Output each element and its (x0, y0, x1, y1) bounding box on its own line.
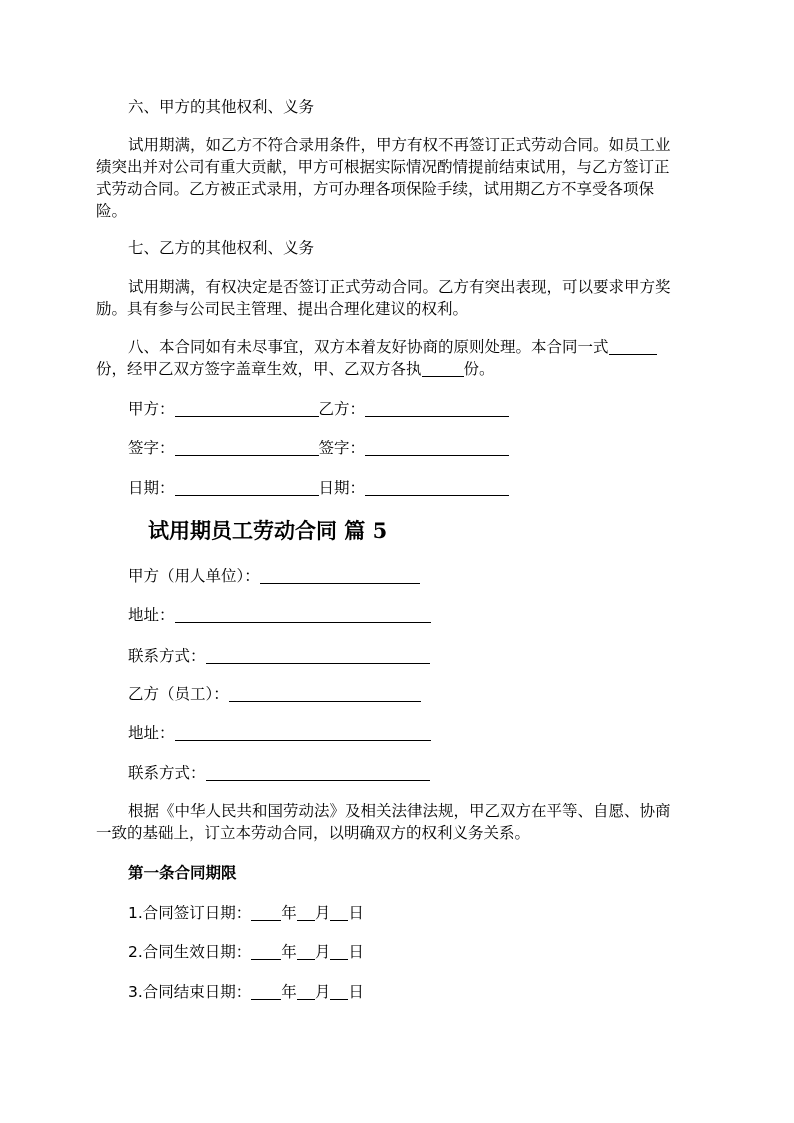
sign-a-label: 签字： (128, 439, 175, 457)
party-b-address-label: 地址： (128, 724, 175, 742)
party-b-contact-row (128, 762, 430, 784)
section6-line: 试用期满，如乙方不符合录用条件，甲方有权不再签订正式劳动合同。如员工业 (128, 136, 671, 154)
party-b-address-blank[interactable] (175, 724, 431, 741)
day-label: 日 (348, 983, 364, 1001)
year-blank[interactable] (251, 943, 281, 960)
date-a-label: 日期： (128, 479, 175, 497)
copies-blank[interactable] (609, 338, 657, 355)
party-b-row (128, 683, 421, 705)
sign-a-blank[interactable] (175, 439, 319, 456)
section8-line1 (128, 336, 657, 358)
party-b-employee-blank[interactable] (229, 685, 421, 702)
article1-heading: 第一条合同期限 (128, 864, 237, 882)
year-blank[interactable] (251, 983, 281, 1000)
month-label: 月 (314, 904, 331, 922)
item-prefix: 1.合同签订日期： (128, 904, 252, 922)
day-blank[interactable] (330, 943, 348, 960)
article1-item (128, 981, 364, 1003)
party-b-label: 乙方： (318, 400, 366, 418)
year-label: 年 (281, 904, 297, 922)
contract-title: 试用期员工劳动合同 篇 5 (148, 518, 388, 543)
party-a-blank[interactable] (175, 400, 319, 417)
section7-line: 励。具有参与公司民主管理、提出合理化建议的权利。 (96, 300, 469, 318)
section6-line: 式劳动合同。乙方被正式录用，方可办理各项保险手续，试用期乙方不享受各项保 (96, 180, 655, 198)
day-blank[interactable] (330, 983, 348, 1000)
party-a-address-row (128, 604, 431, 626)
party-a-address-blank[interactable] (175, 606, 431, 623)
month-label: 月 (314, 943, 331, 961)
sign-row-date (128, 477, 509, 499)
section7-heading: 七、乙方的其他权利、义务 (128, 239, 315, 257)
intro-line: 根据《中华人民共和国劳动法》及相关法律法规，甲乙双方在平等、自愿、协商 (128, 802, 671, 820)
party-b-address-row (128, 722, 431, 744)
date-b-blank[interactable] (365, 479, 509, 496)
section6-line: 绩突出并对公司有重大贡献，甲方可根据实际情况酌情提前结束试用，与乙方签订正 (96, 158, 670, 176)
year-label: 年 (281, 983, 297, 1001)
section8-text: 份，经甲乙双方签字盖章生效，甲、乙双方各执 (96, 360, 422, 378)
section7-line: 试用期满，有权决定是否签订正式劳动合同。乙方有突出表现，可以要求甲方奖 (128, 278, 671, 296)
article1-item (128, 902, 364, 924)
party-b-employee-label: 乙方（员工）： (128, 685, 229, 703)
section6-heading: 六、甲方的其他权利、义务 (128, 98, 315, 116)
day-label: 日 (348, 904, 364, 922)
party-a-address-label: 地址： (128, 606, 175, 624)
party-a-label: 甲方： (128, 400, 175, 418)
intro-line: 一致的基础上，订立本劳动合同，以明确双方的权利义务关系。 (96, 824, 531, 842)
item-prefix: 2.合同生效日期： (128, 943, 252, 961)
party-a-contact-blank[interactable] (206, 647, 430, 664)
section8-text: 份。 (463, 360, 495, 378)
party-b-contact-label: 联系方式： (128, 764, 206, 782)
year-blank[interactable] (251, 904, 281, 921)
article1-item (128, 941, 364, 963)
day-blank[interactable] (330, 904, 348, 921)
month-blank[interactable] (297, 943, 315, 960)
copies-each-blank[interactable] (422, 360, 464, 377)
item-prefix: 3.合同结束日期： (128, 983, 252, 1001)
sign-b-label: 签字： (318, 439, 366, 457)
party-a-unit-label: 甲方（用人单位）： (128, 567, 260, 585)
date-b-label: 日期： (318, 479, 366, 497)
sign-b-blank[interactable] (365, 439, 509, 456)
sign-row-party (128, 398, 509, 420)
year-label: 年 (281, 943, 297, 961)
party-a-unit-blank[interactable] (260, 567, 420, 584)
date-a-blank[interactable] (175, 479, 319, 496)
party-a-contact-row (128, 645, 430, 667)
section8-line2 (96, 358, 495, 380)
sign-row-signature (128, 437, 509, 459)
party-b-contact-blank[interactable] (206, 764, 430, 781)
party-a-unit-row (128, 565, 420, 587)
section8-text: 八、本合同如有未尽事宜，双方本着友好协商的原则处理。本合同一式 (128, 338, 609, 356)
month-label: 月 (314, 983, 331, 1001)
month-blank[interactable] (297, 983, 315, 1000)
party-b-blank[interactable] (365, 400, 509, 417)
party-a-contact-label: 联系方式： (128, 647, 206, 665)
month-blank[interactable] (297, 904, 315, 921)
day-label: 日 (348, 943, 364, 961)
section6-line: 险。 (96, 202, 128, 220)
